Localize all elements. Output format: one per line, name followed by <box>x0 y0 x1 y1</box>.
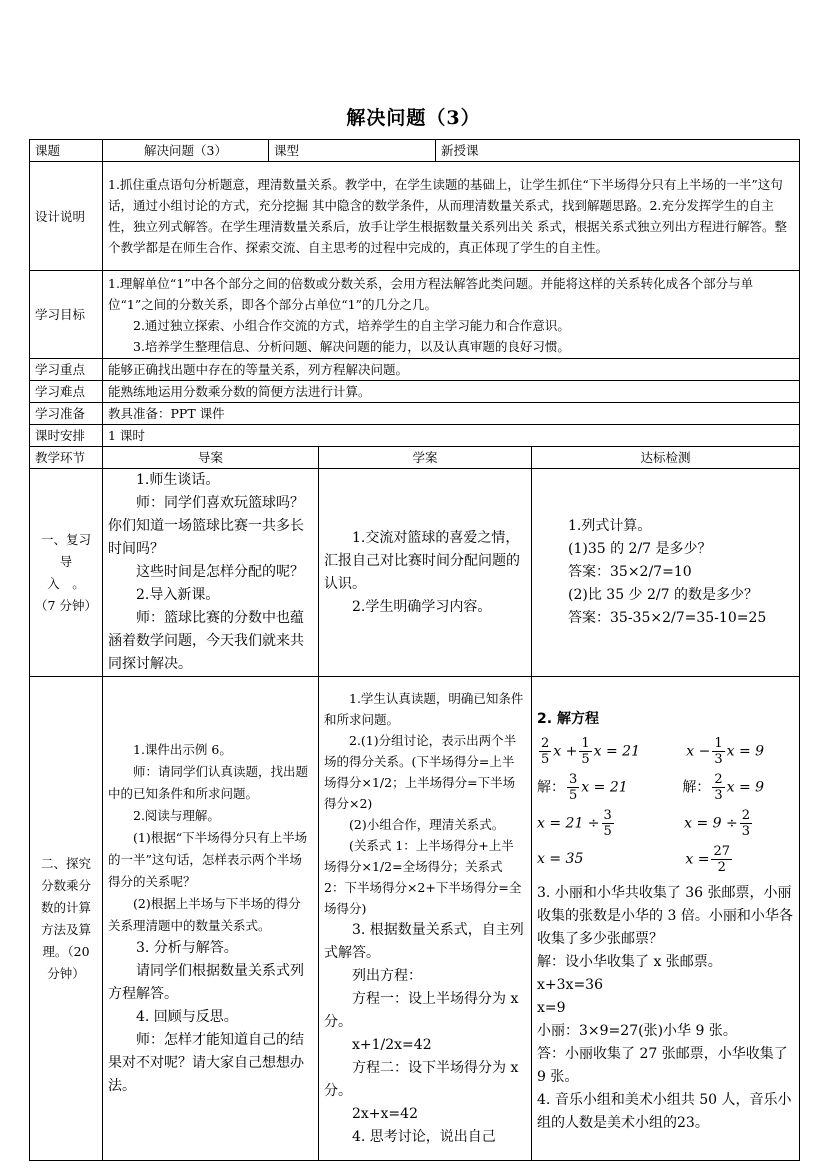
guide-line: 3. 分析与解答。 <box>136 940 238 956</box>
guide-line: 1.师生谈话。 <box>136 472 220 488</box>
equation-b2: 解： $\frac{2}{3}$ x = 9 <box>682 772 765 803</box>
guide-line: (2)根据上半场与下半场的得分关系理清题中的数量关系式。 <box>108 896 301 933</box>
row-section-1 <box>30 469 800 677</box>
row-topic <box>30 140 800 162</box>
row-section-2 <box>30 677 800 1161</box>
schedule-label: 课时安排 <box>30 425 103 447</box>
section2-label-line: 理。（20 <box>42 943 90 959</box>
check-line: 3. 小丽和小华共收集了 36 张邮票，小丽收集的张数是小华的 3 倍。小丽和小华各收集了多少张邮票？ <box>537 884 793 947</box>
row-goals <box>30 271 800 359</box>
study-line: 1.学生认真读题，明确已知条件和所求问题。 <box>324 691 524 727</box>
section1-label-line: （7 分钟） <box>35 597 97 613</box>
equation-a2: 解： $\frac{3}{5}$ x = 21 <box>537 772 628 803</box>
section1-label-line: 导 入 。 <box>47 553 85 591</box>
section2-guide <box>103 677 319 1161</box>
check-line: x+3x=36 <box>537 976 603 993</box>
study-line: 列出方程： <box>352 968 422 984</box>
section2-label-line: 二、探究 <box>40 855 91 871</box>
equation-b4: x = $\frac{27}{2}$ <box>685 844 731 875</box>
prep-text: 教具准备：PPT 课件 <box>103 403 800 425</box>
equation-row <box>537 734 794 770</box>
section1-label-line: 一、复习 <box>40 531 91 547</box>
guide-line: 这些时间是怎样分配的呢？ <box>136 564 304 580</box>
study-line: 方程一：设上半场得分为 x 分。 <box>324 991 519 1030</box>
difficulty-label: 学习难点 <box>30 381 103 403</box>
guide-line: 请同学们根据数量关系式列方程解答。 <box>108 963 304 1002</box>
section1-guide <box>103 469 319 677</box>
study-line: x+1/2x=42 <box>352 1037 432 1053</box>
guide-line: 1.课件出示例 6。 <box>133 742 232 757</box>
check-line: x=9 <box>537 999 566 1016</box>
header-check: 达标检测 <box>532 447 800 469</box>
type-label: 课型 <box>269 140 436 162</box>
guide-line: 2.导入新课。 <box>136 587 220 603</box>
study-line: 2x+x=42 <box>352 1106 418 1122</box>
equation-a1: $\frac{2}{5}$ x + $\frac{1}{5}$ x = 21 <box>541 736 640 767</box>
study-line: 2.(1)分组讨论，表示出两个半场的得分关系。(下半场得分=上半场得分×1/2；上半场得分=下半场得分×2) <box>324 733 517 811</box>
section2-label-line: 方法及算 <box>40 921 91 937</box>
design-label: 设计说明 <box>30 162 103 271</box>
goal-item: 2.通过独立探索、小组合作交流的方式，培养学生的自主学习能力和合作意识。 <box>133 317 570 333</box>
equation-row <box>537 842 794 878</box>
lesson-plan-table <box>29 139 800 1161</box>
study-line: 4. 思考讨论，说出自己 <box>352 1129 496 1145</box>
section1-check <box>532 469 800 677</box>
row-prep <box>30 403 800 425</box>
guide-line: 师：请同学们认真读题，找出题中的已知条件和所求问题。 <box>108 764 309 801</box>
row-header <box>30 447 800 469</box>
key-label: 学习重点 <box>30 359 103 381</box>
study-line: 3. 根据数量关系式，自主列式解答。 <box>324 922 524 961</box>
section1-label <box>30 469 103 677</box>
check-line: 答：小丽收集了 27 张邮票，小华收集了 9 张。 <box>537 1045 788 1085</box>
guide-line: (1)根据“下半场得分只有上半场的一半”这句话，怎样表示两个半场得分的关系呢？ <box>108 830 308 889</box>
section2-check <box>532 677 800 1161</box>
equation-a4: x = 35 <box>537 851 584 867</box>
guide-line: 师：怎样才能知道自己的结果对不对呢？请大家自己想想办法。 <box>108 1032 304 1094</box>
check-line: (1)35 的 2/7 是多少？ <box>568 541 712 557</box>
header-study: 学案 <box>319 447 532 469</box>
row-difficulty <box>30 381 800 403</box>
study-line: 2.学生明确学习内容。 <box>352 598 492 615</box>
guide-line: 师：同学们喜欢玩篮球吗？你们知道一场篮球比赛一共多长时间吗？ <box>108 495 304 557</box>
equation-row <box>537 770 794 806</box>
check-line: 1.列式计算。 <box>568 518 652 534</box>
check-line: 解：设小华收集了 x 张邮票。 <box>537 953 722 970</box>
guide-line: 4. 回顾与反思。 <box>136 1009 238 1025</box>
check-heading: 2. 解方程 <box>537 710 599 727</box>
check-line: 小丽：3×9=27(张)小华 9 张。 <box>537 1022 737 1039</box>
prep-label: 学习准备 <box>30 403 103 425</box>
equation-row <box>537 806 794 842</box>
check-line: 4. 音乐小组和美术小组共 50 人，音乐小组的人数是美术小组的23。 <box>537 1091 792 1131</box>
header-guide: 导案 <box>103 447 319 469</box>
check-line: (2)比 35 少 2/7 的数是多少？ <box>568 587 758 603</box>
guide-line: 2.阅读与理解。 <box>133 808 220 823</box>
row-key <box>30 359 800 381</box>
equation-b1: x − $\frac{1}{3}$ x = 9 <box>686 736 765 767</box>
design-text: 1.抓住重点语句分析题意，理清数量关系。教学中，在学生读题的基础上，让学生抓住“下半场得分只有上半场的一半”这句话，通过小组讨论的方式，充分挖掘 其中隐含的数学条件，从而理清数量关系式，找到解题思路。2.充分发挥学生的自主性，独立列式解答。在学生理清数量关系后，放手让学生根据数量关系列出关 系式，根据关系式独立列出方程进行解答。整个教学都是在师生合作、探索交流、自主思考的过程中完成的，真正体现了学生的自主性。 <box>103 162 800 271</box>
type-value: 新授课 <box>436 140 800 162</box>
study-line: (关系式 1：上半场得分+上半场得分×1/2=全场得分；关系式 2：下半场得分×2+下半场得分=全场得分) <box>324 838 522 916</box>
guide-line: 师：篮球比赛的分数中也蕴涵着数学问题，今天我们就来共同探讨解决。 <box>108 610 304 672</box>
goal-item: 3.培养学生整理信息、分析问题、解决问题的能力，以及认真审题的良好习惯。 <box>133 338 570 354</box>
goal-item: 1.理解单位“1”中各个部分之间的倍数或分数关系，会用方程法解答此类问题。并能将这样的关系转化成各个部分与单位“1”之间的分数关系，即各个部分占单位“1”的几分之几。 <box>108 275 754 312</box>
topic-value: 解决问题（3） <box>103 140 269 162</box>
topic-label: 课题 <box>30 140 103 162</box>
equation-b3: x = 9 ÷ $\frac{2}{3}$ <box>684 808 751 839</box>
study-line: 方程二：设下半场得分为 x 分。 <box>324 1060 519 1099</box>
row-schedule <box>30 425 800 447</box>
section2-label <box>30 677 103 1161</box>
check-line: 答案：35×2/7=10 <box>568 564 692 580</box>
section2-label-line: 数的计算 <box>40 899 91 915</box>
header-stage: 教学环节 <box>30 447 103 469</box>
equation-a3: x = 21 ÷ $\frac{3}{5}$ <box>537 808 612 839</box>
section2-label-line: 分钟） <box>47 965 85 981</box>
check-line: 答案：35-35×2/7=35-10=25 <box>568 610 767 626</box>
schedule-text: 1 课时 <box>103 425 800 447</box>
key-text: 能够正确找出题中存在的等量关系，列方程解决问题。 <box>103 359 800 381</box>
study-line: (2)小组合作，理清关系式。 <box>349 817 505 832</box>
section2-study <box>319 677 532 1161</box>
difficulty-text: 能熟练地运用分数乘分数的简便方法进行计算。 <box>103 381 800 403</box>
goals-label: 学习目标 <box>30 271 103 359</box>
section1-study <box>319 469 532 677</box>
goals-text <box>103 271 800 359</box>
study-line: 1.交流对篮球的喜爱之情，汇报自己对比赛时间分配问题的认识。 <box>324 529 520 592</box>
row-design <box>30 162 800 271</box>
check-text <box>537 882 794 1135</box>
section2-label-line: 分数乘分 <box>40 877 91 893</box>
page-title: 解决问题（3） <box>346 107 481 129</box>
